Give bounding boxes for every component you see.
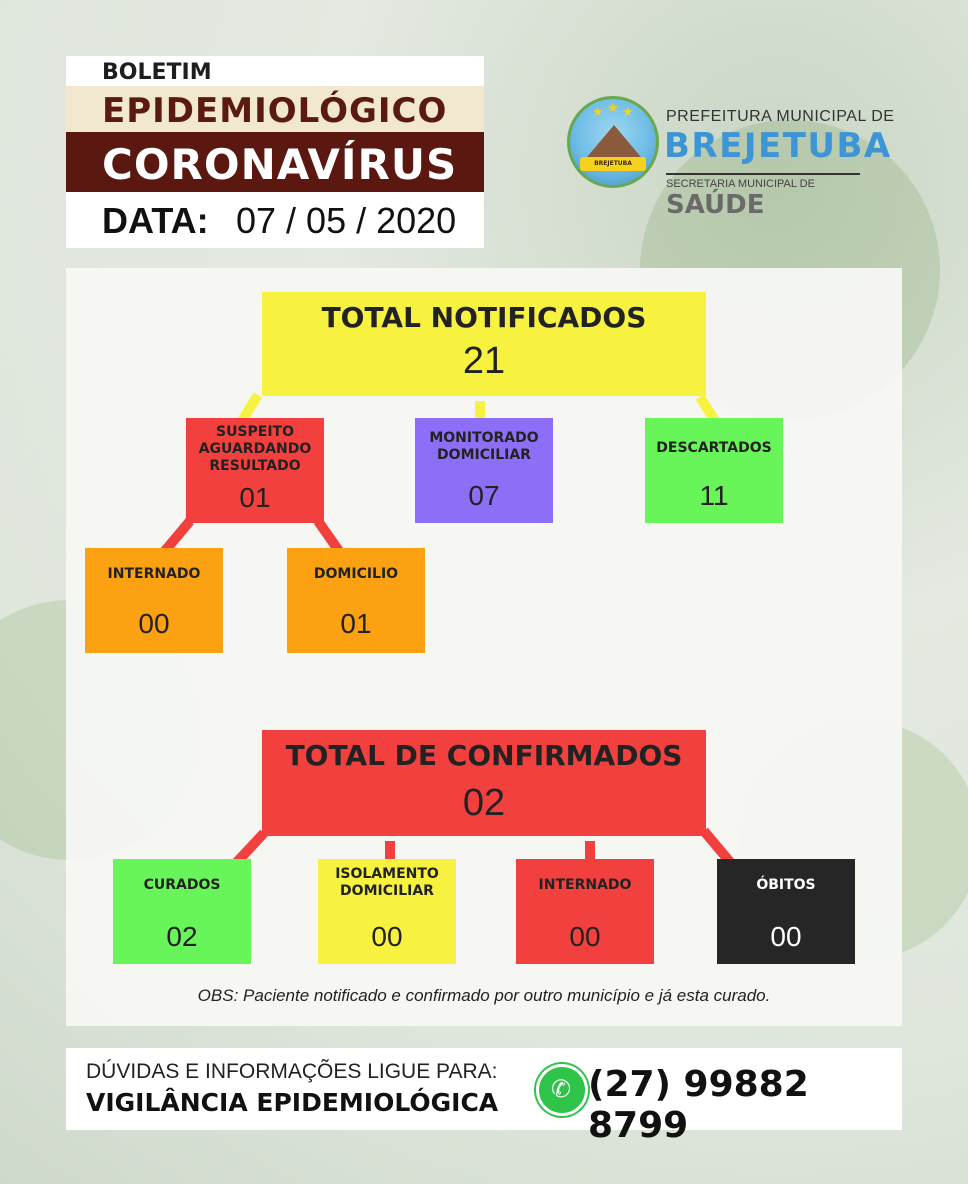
header-date [66, 192, 484, 248]
header-boletim [66, 56, 484, 86]
total-confirmados-value: 02 [462, 782, 506, 824]
suspeito-box [186, 418, 324, 523]
date-label: DATA: [102, 200, 209, 241]
header-line3: CORONAVÍRUS [102, 140, 458, 189]
obitos-box [717, 859, 855, 964]
divider [666, 173, 860, 175]
total-confirmados-box [262, 730, 706, 836]
internado-suspeito-label: INTERNADO [107, 566, 201, 582]
star-icon: ★ [622, 105, 634, 120]
isolamento-value: 00 [371, 921, 403, 952]
header-line1: BOLETIM [102, 60, 212, 85]
obitos-value: 00 [770, 921, 802, 952]
saude-label: SAÚDE [666, 190, 765, 220]
header-line2: EPIDEMIOLÓGICO [102, 91, 448, 131]
suspeito-value: 01 [239, 482, 271, 513]
suspeito-label: SUSPEITO AGUARDANDO RESULTADO [198, 424, 312, 474]
domicilio-label: DOMICILIO [313, 566, 399, 582]
total-notificados-title: TOTAL NOTIFICADOS [321, 301, 647, 334]
descartados-label: DESCARTADOS [656, 440, 772, 456]
curados-label: CURADOS [143, 877, 221, 893]
isolamento-label: ISOLAMENTO DOMICILIAR [335, 866, 439, 899]
curados-value: 02 [166, 921, 198, 952]
internado-confirmado-label: INTERNADO [538, 877, 632, 893]
monitorado-box [415, 418, 553, 523]
monitorado-value: 07 [468, 480, 500, 511]
total-confirmados-title: TOTAL DE CONFIRMADOS [285, 739, 683, 772]
curados-box [113, 859, 251, 964]
internado-suspeito-box [85, 548, 223, 653]
total-notificados-box [262, 292, 706, 396]
header-coronavirus [66, 132, 484, 192]
total-notificados-value: 21 [462, 340, 506, 382]
internado-confirmado-value: 00 [569, 921, 601, 952]
monitorado-label: MONITORADO DOMICILIAR [429, 430, 539, 463]
contact-department: VIGILÂNCIA EPIDEMIOLÓGICA [86, 1088, 499, 1117]
date-value: 07 / 05 / 2020 [236, 200, 457, 241]
contact-footer [66, 1048, 902, 1146]
city-name: BREJETUBA [664, 126, 892, 166]
descartados-box [645, 418, 783, 523]
descartados-value: 11 [699, 480, 729, 511]
observation-note: OBS: Paciente notificado e confirmado por outro município e já esta curado. [197, 986, 771, 1005]
contact-prompt: DÚVIDAS E INFORMAÇÕES LIGUE PARA: [86, 1060, 498, 1083]
internado-confirmado-box [516, 859, 654, 964]
star-icon: ★ [592, 105, 604, 120]
obitos-label: ÓBITOS [756, 877, 816, 893]
whatsapp-icon: ✆ [536, 1064, 588, 1116]
header-epidemiologico [66, 86, 484, 132]
brejetuba-crest-logo [567, 96, 659, 188]
internado-suspeito-value: 00 [138, 608, 170, 639]
contact-phone[interactable]: (27) 99882 8799 [588, 1064, 809, 1146]
crest-ribbon: BREJETUBA [580, 157, 646, 171]
isolamento-box [318, 859, 456, 964]
domicilio-value: 01 [340, 608, 372, 639]
prefeitura-label: PREFEITURA MUNICIPAL DE [666, 108, 895, 125]
secretaria-label: SECRETARIA MUNICIPAL DE [666, 178, 815, 190]
star-icon: ★ [607, 101, 619, 116]
domicilio-box [287, 548, 425, 653]
